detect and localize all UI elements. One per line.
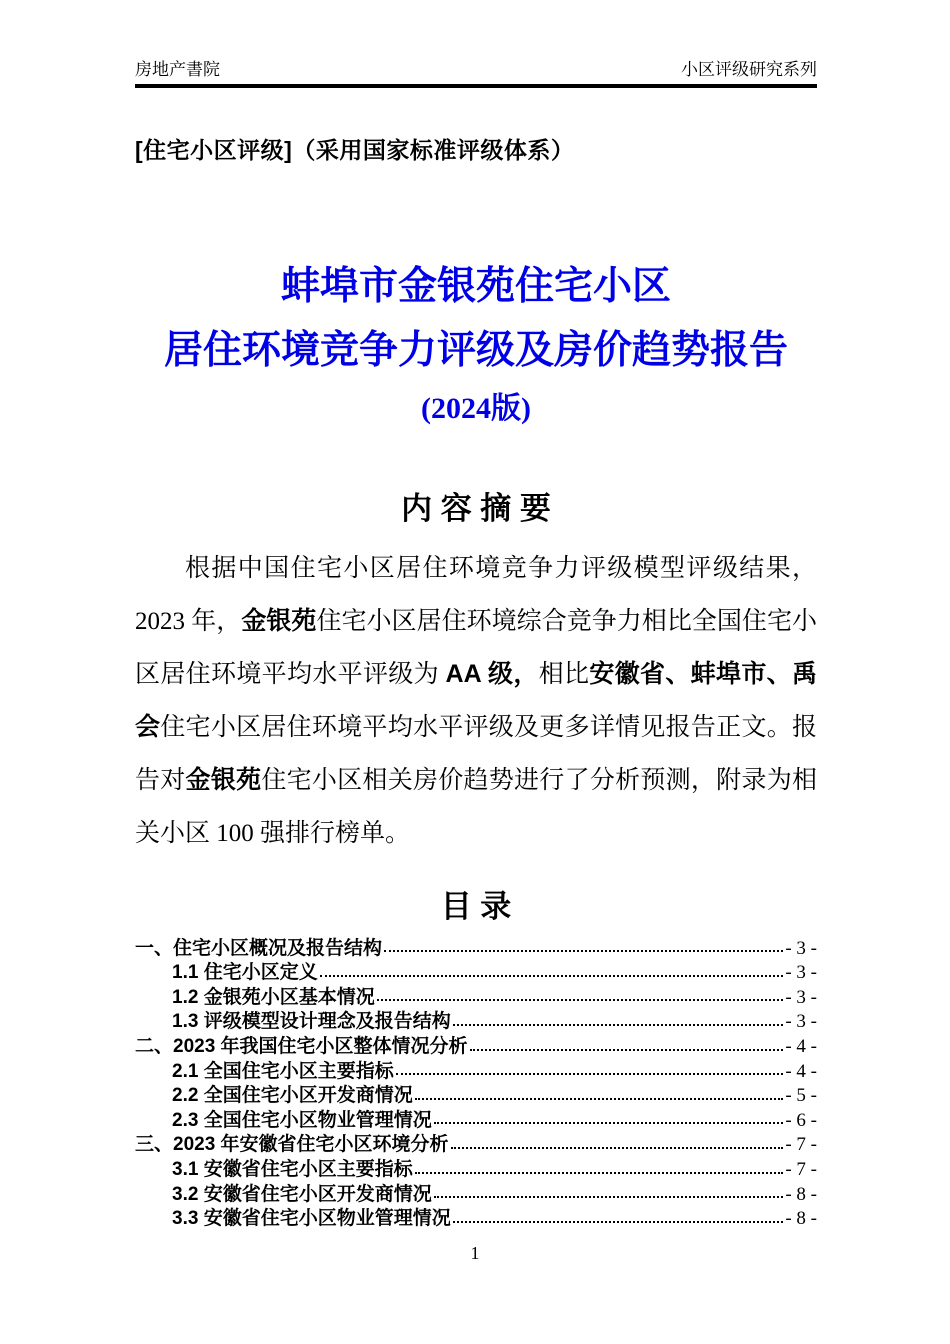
toc-entry-text: 一、住宅小区概况及报告结构 [135, 937, 383, 959]
toc-entry-page: - 8 - [785, 1183, 817, 1205]
header-left-text: 房地产書院 [135, 60, 220, 79]
page-header [135, 0, 817, 88]
toc-entry[interactable] [135, 1179, 817, 1204]
toc-entry-text: 1.3 评级模型设计理念及报告结构 [172, 1011, 451, 1033]
report-title-line2: 居住环境竞争力评级及房价趋势报告 [163, 328, 788, 372]
toc-dotted-leader [451, 1147, 784, 1149]
toc-entry[interactable] [135, 1154, 817, 1179]
toc-entry-page: - 6 - [785, 1109, 817, 1131]
toc-entry-text: 3.1 安徽省住宅小区主要指标 [172, 1159, 413, 1181]
toc-entry-page: - 3 - [785, 937, 817, 959]
toc-dotted-leader [384, 950, 783, 952]
toc-entry[interactable] [135, 1203, 817, 1228]
summary-text: 住宅小区居住环境综合竞争力相比全国住宅小区居住环境平均水平评级为 [135, 607, 817, 688]
toc-entry-page: - 3 - [785, 962, 817, 984]
toc-dotted-leader [453, 1024, 784, 1026]
summary-bold-text: 安徽省、蚌埠市、禹会 [135, 659, 817, 741]
toc-dotted-leader [415, 1172, 784, 1174]
toc-entry-page: - 4 - [785, 1036, 817, 1058]
toc-dotted-leader [377, 999, 784, 1001]
toc-entry-text: 2.2 全国住宅小区开发商情况 [172, 1085, 413, 1107]
summary-paragraph [135, 542, 817, 860]
toc-entry-page: - 8 - [785, 1208, 817, 1230]
toc-dotted-leader [434, 1196, 784, 1198]
toc-entry-text: 二、2023 年我国住宅小区整体情况分析 [135, 1036, 468, 1058]
toc-dotted-leader [453, 1221, 784, 1223]
toc-entry-page: - 7 - [785, 1159, 817, 1181]
report-title-block [135, 255, 817, 436]
summary-text: 相比 [538, 660, 590, 688]
summary-bold-text: AA 级， [445, 659, 539, 688]
toc-entry[interactable] [135, 1031, 817, 1056]
summary-text: 住宅小区相关房价趋势进行了分析预测，附录为相关小区 100 强排行榜单。 [135, 766, 817, 847]
toc-entry-page: - 7 - [785, 1134, 817, 1156]
toc-entry-text: 三、2023 年安徽省住宅小区环境分析 [135, 1134, 449, 1156]
toc-entry[interactable] [135, 1080, 817, 1105]
summary-text: 根据中国住宅小区居住环境竞争力评级模型评级结果，2023 年， [135, 554, 817, 635]
toc-entry[interactable] [135, 957, 817, 982]
toc-heading: 目 录 [440, 888, 512, 924]
toc-dotted-leader [320, 975, 784, 977]
report-edition: (2024版) [421, 391, 531, 425]
toc-entry[interactable] [135, 1056, 817, 1081]
toc-entry[interactable] [135, 1006, 817, 1031]
toc-dotted-leader [396, 1073, 784, 1075]
toc-dotted-leader [415, 1098, 784, 1100]
rating-system-label: [住宅小区评级]（采用国家标准评级体系） [135, 137, 575, 164]
toc-entry-text: 3.2 安徽省住宅小区开发商情况 [172, 1183, 432, 1205]
report-title-line1: 蚌埠市金银苑住宅小区 [280, 265, 671, 309]
page-number: 1 [470, 1243, 480, 1263]
toc-entry-page: - 3 - [785, 986, 817, 1008]
toc-entry-text: 3.3 安徽省住宅小区物业管理情况 [172, 1208, 451, 1230]
toc-entry[interactable] [135, 933, 817, 958]
toc-entry[interactable] [135, 982, 817, 1007]
toc-dotted-leader [434, 1122, 784, 1124]
toc-entry-page: - 3 - [785, 1011, 817, 1033]
toc-entry[interactable] [135, 1129, 817, 1154]
summary-bold-text: 金银苑 [185, 765, 262, 794]
toc-entry[interactable] [135, 1105, 817, 1130]
toc-entry-text: 1.2 金银苑小区基本情况 [172, 986, 375, 1008]
toc-entry-text: 2.1 全国住宅小区主要指标 [172, 1060, 394, 1082]
toc-entry-page: - 4 - [785, 1060, 817, 1082]
toc-entry-text: 2.3 全国住宅小区物业管理情况 [172, 1109, 432, 1131]
summary-text: 住宅小区居住环境平均水平评级及更多详情见报告正文。报告对 [135, 713, 817, 794]
summary-bold-text: 金银苑 [241, 606, 317, 635]
summary-heading: 内 容 摘 要 [401, 491, 551, 527]
toc-entry-page: - 5 - [785, 1085, 817, 1107]
table-of-contents [135, 933, 817, 1228]
toc-dotted-leader [470, 1049, 784, 1051]
header-right-text: 小区评级研究系列 [681, 60, 817, 79]
toc-entry-text: 1.1 住宅小区定义 [172, 962, 318, 984]
